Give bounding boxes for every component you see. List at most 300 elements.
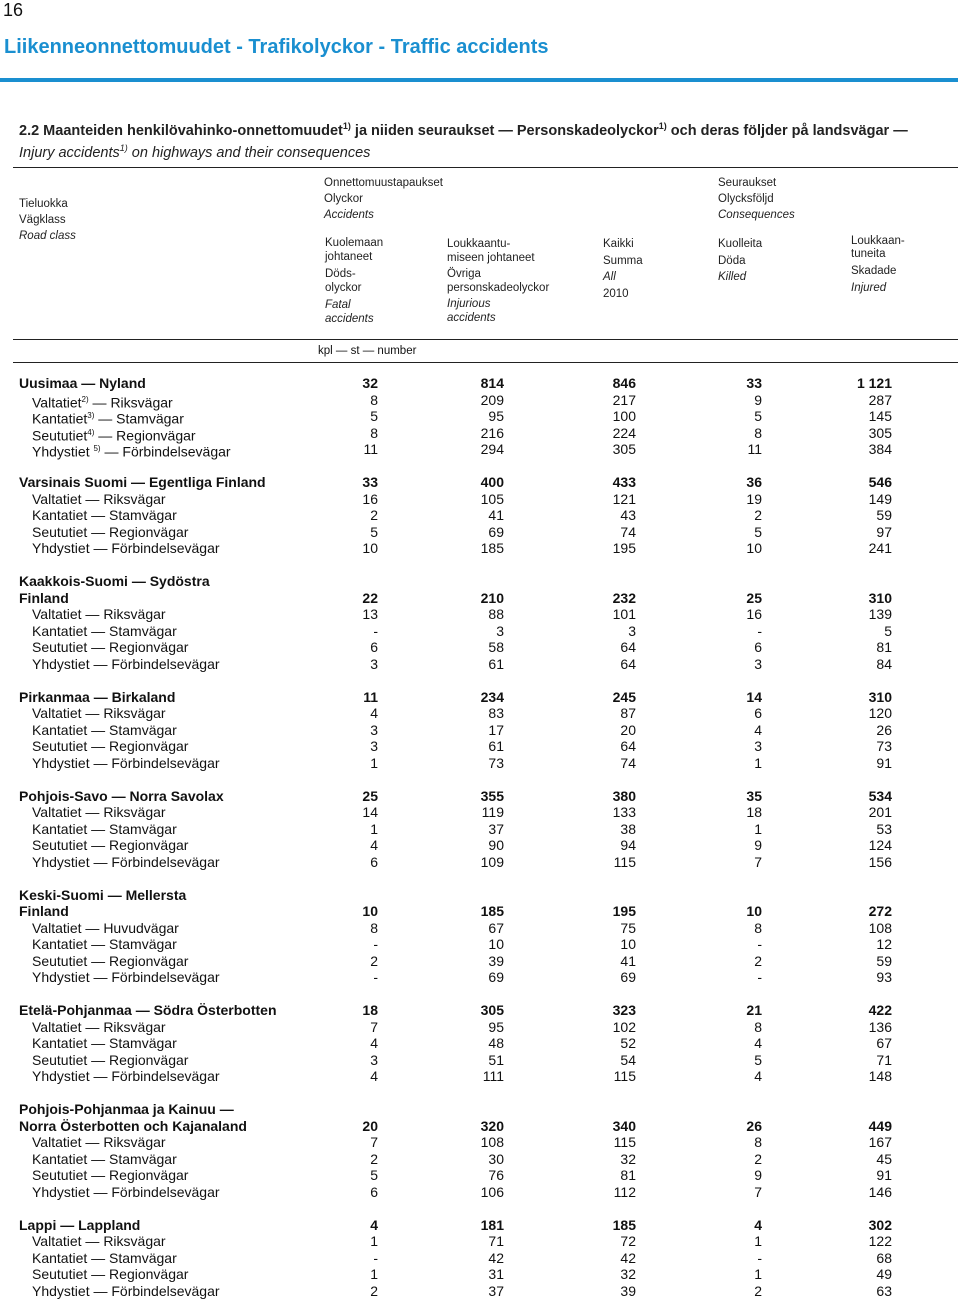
road-class-row: [0, 408, 960, 425]
cell-value: 6: [370, 639, 378, 655]
road-class-row: [0, 1233, 960, 1250]
road-class-row: [0, 837, 960, 854]
page-number: 16: [3, 0, 24, 20]
cell-value: 2: [370, 1282, 378, 1299]
cell-value: 310: [868, 688, 892, 705]
road-class-row: [0, 1035, 960, 1052]
region-group: [0, 1101, 960, 1200]
cell-value: -: [373, 1249, 378, 1266]
cell-value: 68: [876, 1249, 892, 1266]
cell-value: 10: [488, 936, 504, 952]
row-label: Pohjois-Savo — Norra Savolax: [19, 787, 224, 804]
header-text: olyckor: [325, 282, 362, 294]
cell-value: 5: [754, 408, 762, 424]
cell-value: 12: [876, 936, 892, 952]
cell-value: 67: [876, 1035, 892, 1051]
row-label: Kantatiet — Stamvägar: [32, 622, 177, 639]
region-row: [0, 474, 960, 491]
cell-value: 4: [370, 1068, 378, 1084]
cell-value: 195: [612, 540, 636, 556]
road-class-row: [0, 1250, 960, 1267]
title-en: Injury accidents: [19, 144, 120, 161]
header-fatal: [325, 236, 383, 326]
row-label: Yhdystiet — Förbindelsevägar: [32, 1282, 220, 1299]
cell-value: 54: [620, 1051, 636, 1068]
header-top-rule: [13, 167, 958, 168]
cell-value: 26: [876, 721, 892, 738]
cell-value: 310: [868, 589, 892, 606]
cell-value: 22: [362, 589, 378, 606]
cell-value: 814: [480, 375, 504, 391]
region-row: [0, 1217, 960, 1234]
cell-value: 75: [620, 919, 636, 936]
cell-value: 4: [370, 705, 378, 721]
cell-value: 5: [754, 1051, 762, 1068]
cell-value: 67: [488, 919, 504, 936]
cell-value: 4: [370, 1216, 378, 1233]
region-row: [0, 689, 960, 706]
cell-value: 380: [612, 787, 636, 804]
cell-value: 2: [370, 1150, 378, 1167]
cell-value: 41: [620, 952, 636, 969]
row-label: Valtatiet$^{2)}$ — Riksvägar: [32, 394, 173, 411]
road-class-row: [0, 722, 960, 739]
road-class-row: [0, 1134, 960, 1151]
footnote-mark: 4): [87, 427, 95, 437]
road-class-row: [0, 953, 960, 970]
cell-value: 101: [612, 606, 636, 622]
cell-value: 115: [613, 853, 636, 870]
row-label: Lappi — Lappland: [19, 1216, 141, 1233]
cell-value: 39: [620, 1282, 636, 1299]
road-class-row: [0, 425, 960, 442]
cell-value: 294: [480, 441, 504, 457]
cell-value: 122: [868, 1233, 892, 1249]
header-text: Övriga: [447, 268, 481, 280]
header-text: Döds-: [325, 268, 356, 280]
cell-value: 4: [370, 837, 378, 853]
road-class-row: [0, 936, 960, 953]
cell-value: 112: [613, 1183, 636, 1200]
cell-value: 120: [868, 705, 892, 721]
cell-value: 384: [868, 441, 892, 457]
cell-value: 136: [868, 1018, 892, 1035]
region-group: [0, 1002, 960, 1085]
row-label: Valtatiet — Huvudvägar: [32, 919, 179, 936]
cell-value: 5: [754, 523, 762, 540]
row-label: Finland: [19, 589, 69, 606]
cell-value: -: [373, 936, 378, 952]
cell-value: 6: [754, 705, 762, 721]
header-road-class: [19, 196, 76, 244]
road-class-row: [0, 804, 960, 821]
road-class-row: [0, 854, 960, 871]
row-label: Varsinais Suomi — Egentliga Finland: [19, 474, 266, 490]
row-label: Finland: [19, 903, 69, 919]
cell-value: 181: [480, 1216, 504, 1233]
cell-value: 95: [488, 1018, 504, 1035]
region-group: [0, 474, 960, 557]
row-label: Yhdystiet — Förbindelsevägar: [32, 1068, 220, 1084]
header-text: Olyckor: [324, 193, 363, 205]
road-class-row: [0, 1068, 960, 1085]
region-row: [0, 887, 960, 904]
road-class-row: [0, 1184, 960, 1201]
cell-value: 195: [612, 903, 636, 919]
row-label: Yhdystiet — Förbindelsevägar: [32, 754, 220, 771]
region-group: [0, 689, 960, 772]
cell-value: 4: [754, 721, 762, 738]
cell-value: 61: [488, 738, 504, 754]
row-label: Seututiet — Regionvägar: [32, 1167, 189, 1183]
cell-value: 74: [620, 523, 636, 540]
cell-value: 74: [620, 754, 636, 771]
cell-value: 14: [746, 688, 762, 705]
header-text: Road class: [19, 230, 76, 242]
road-class-row: [0, 1266, 960, 1283]
row-label: Yhdystiet — Förbindelsevägar: [32, 853, 220, 870]
road-class-row: [0, 507, 960, 524]
cell-value: 87: [620, 705, 636, 721]
cell-value: 95: [488, 408, 504, 424]
cell-value: 4: [754, 1035, 762, 1051]
cell-value: 1: [754, 1266, 762, 1282]
cell-value: 7: [754, 853, 762, 870]
region-row: [0, 590, 960, 607]
cell-value: 7: [370, 1134, 378, 1150]
cell-value: 1: [754, 754, 762, 771]
header-text: tuneita: [851, 248, 886, 260]
cell-value: 73: [876, 738, 892, 754]
cell-value: 36: [746, 474, 762, 490]
cell-value: 52: [620, 1035, 636, 1051]
cell-value: 37: [488, 1282, 504, 1299]
row-label: Kantatiet — Stamvägar: [32, 1150, 177, 1167]
row-label: Kantatiet — Stamvägar: [32, 1249, 177, 1266]
header-text: Onnettomuustapaukset: [324, 177, 443, 189]
cell-value: 42: [488, 1249, 504, 1266]
region-row: [0, 573, 960, 590]
cell-value: 73: [488, 754, 504, 771]
cell-value: 5: [370, 523, 378, 540]
road-class-row: [0, 441, 960, 458]
header-text: Seuraukset: [718, 177, 777, 189]
cell-value: 8: [370, 919, 378, 936]
cell-value: 534: [868, 787, 892, 804]
cell-value: 32: [620, 1150, 636, 1167]
cell-value: 145: [868, 408, 892, 424]
cell-value: 148: [868, 1068, 892, 1084]
cell-value: 305: [868, 424, 892, 441]
table-body: [0, 375, 960, 1316]
cell-value: -: [373, 969, 378, 985]
cell-value: 71: [488, 1233, 504, 1249]
header-injured: [851, 235, 905, 295]
row-label: Seututiet — Regionvägar: [32, 639, 189, 655]
cell-value: 209: [480, 391, 504, 408]
road-class-row: [0, 639, 960, 656]
cell-value: 8: [370, 424, 378, 441]
cell-value: 305: [612, 441, 636, 457]
row-label: Yhdystiet — Förbindelsevägar: [32, 655, 220, 672]
road-class-row: [0, 1019, 960, 1036]
row-label: Seututiet — Regionvägar: [32, 952, 189, 969]
road-class-row: [0, 738, 960, 755]
cell-value: 272: [868, 903, 892, 919]
row-label: Seututiet — Regionvägar: [32, 1051, 189, 1068]
header-text: Killed: [718, 271, 747, 283]
row-label: Valtatiet — Riksvägar: [32, 705, 166, 721]
header-text: Vägklass: [19, 214, 66, 226]
cell-value: 7: [754, 1183, 762, 1200]
cell-value: 41: [488, 507, 504, 523]
region-group: [0, 375, 960, 458]
header-text: Consequences: [718, 209, 795, 221]
region-row: [0, 375, 960, 392]
cell-value: 2: [754, 507, 762, 523]
road-class-row: [0, 606, 960, 623]
cell-value: 287: [868, 391, 892, 408]
row-label: Seututiet — Regionvägar: [32, 837, 189, 853]
header-text: accidents: [325, 313, 374, 325]
cell-value: 320: [480, 1117, 504, 1134]
cell-value: 210: [480, 589, 504, 606]
cell-value: 45: [876, 1150, 892, 1167]
header-text: Injured: [851, 282, 887, 294]
header-all: [603, 236, 643, 302]
row-label: Kantatiet — Stamvägar: [32, 507, 177, 523]
row-label: Valtatiet — Riksvägar: [32, 606, 166, 622]
cell-value: 84: [876, 655, 892, 672]
cell-value: 1: [370, 820, 378, 837]
cell-value: 105: [480, 490, 504, 507]
region-row: [0, 788, 960, 805]
cell-value: 17: [488, 721, 504, 738]
row-label: Valtatiet — Riksvägar: [32, 1018, 166, 1035]
cell-value: 91: [876, 754, 892, 771]
cell-value: 59: [876, 507, 892, 523]
cell-value: 102: [612, 1018, 636, 1035]
header-text: All: [603, 271, 616, 283]
cell-value: 18: [746, 804, 762, 820]
cell-value: 90: [488, 837, 504, 853]
cell-value: 21: [746, 1002, 762, 1018]
cell-value: 5: [370, 1167, 378, 1183]
cell-value: 8: [754, 919, 762, 936]
header-bottom-rule: [13, 362, 958, 363]
cell-value: 1: [370, 1266, 378, 1282]
cell-value: 201: [868, 804, 892, 820]
cell-value: 91: [876, 1167, 892, 1183]
cell-value: 69: [488, 969, 504, 985]
road-class-row: [0, 392, 960, 409]
cell-value: 16: [362, 490, 378, 507]
header-text: Loukkaantu-: [447, 238, 511, 250]
cell-value: 846: [612, 375, 636, 391]
cell-value: 355: [480, 787, 504, 804]
cell-value: 449: [868, 1117, 892, 1134]
cell-value: 30: [488, 1150, 504, 1167]
cell-value: 305: [480, 1002, 504, 1018]
cell-value: 42: [620, 1249, 636, 1266]
cell-value: 32: [362, 375, 378, 391]
cell-value: 232: [612, 589, 636, 606]
road-class-row: [0, 1167, 960, 1184]
row-label: Norra Österbotten och Kajanaland: [19, 1117, 247, 1134]
cell-value: 241: [868, 540, 892, 556]
cell-value: 109: [480, 853, 504, 870]
table-title: [19, 118, 919, 162]
title-sv: ja niiden seuraukset — Personskadeolyckor: [350, 122, 659, 139]
cell-value: 81: [620, 1167, 636, 1183]
cell-value: 13: [362, 606, 378, 622]
cell-value: 93: [876, 969, 892, 985]
cell-value: 39: [488, 952, 504, 969]
footnote-mark: 3): [87, 411, 95, 420]
cell-value: 9: [754, 837, 762, 853]
section-banner: Liikenneonnettomuudet - Trafikolyckor - Traffic accidents: [4, 36, 549, 58]
road-class-row: [0, 1151, 960, 1168]
road-class-row: [0, 920, 960, 937]
region-row: [0, 1002, 960, 1019]
cell-value: 8: [754, 1134, 762, 1150]
cell-value: -: [757, 1249, 762, 1266]
road-class-row: [0, 969, 960, 986]
cell-value: 97: [876, 523, 892, 540]
header-text: Kaikki: [603, 238, 634, 250]
cell-value: 3: [370, 1051, 378, 1068]
road-class-row: [0, 755, 960, 772]
region-row: [0, 903, 960, 920]
cell-value: 119: [481, 804, 504, 820]
cell-value: 1: [754, 1233, 762, 1249]
cell-value: 185: [480, 540, 504, 556]
cell-value: 3: [370, 655, 378, 672]
road-class-row: [0, 705, 960, 722]
cell-value: 35: [746, 787, 762, 804]
cell-value: 83: [488, 705, 504, 721]
header-text: miseen johtaneet: [447, 252, 535, 264]
region-row: [0, 1118, 960, 1135]
cell-value: 2: [370, 507, 378, 523]
cell-value: 43: [620, 507, 636, 523]
cell-value: 11: [363, 441, 378, 457]
cell-value: 111: [482, 1068, 504, 1084]
cell-value: 133: [612, 804, 636, 820]
cell-value: 121: [612, 490, 636, 507]
cell-value: 6: [754, 639, 762, 655]
cell-value: 156: [868, 853, 892, 870]
cell-value: 10: [362, 540, 378, 556]
header-text: 2010: [603, 287, 629, 300]
header-text: Injurious: [447, 298, 491, 310]
title-footnote-mark: 1): [342, 121, 351, 131]
cell-value: 146: [868, 1183, 892, 1200]
cell-value: 115: [613, 1068, 636, 1084]
cell-value: 185: [612, 1216, 636, 1233]
header-text: johtaneet: [325, 251, 373, 263]
cell-value: 400: [480, 474, 504, 490]
header-accidents-group: [324, 175, 443, 223]
cell-value: 37: [488, 820, 504, 837]
row-label: Kantatiet$^{3)}$ — Stamvägar: [32, 410, 184, 427]
row-label: Uusimaa — Nyland: [19, 375, 146, 391]
cell-value: 433: [612, 474, 636, 490]
cell-value: 245: [612, 688, 636, 705]
row-label: Kantatiet — Stamvägar: [32, 1035, 177, 1051]
cell-value: 1: [754, 820, 762, 837]
cell-value: 4: [370, 1035, 378, 1051]
cell-value: 64: [620, 639, 636, 655]
cell-value: 108: [480, 1134, 504, 1150]
cell-value: 6: [370, 853, 378, 870]
cell-value: 3: [370, 738, 378, 754]
cell-value: 2: [754, 1282, 762, 1299]
cell-value: 115: [613, 1134, 636, 1150]
cell-value: 2: [754, 952, 762, 969]
cell-value: 32: [620, 1266, 636, 1282]
cell-value: 216: [480, 424, 504, 441]
cell-value: 422: [868, 1002, 892, 1018]
road-class-row: [0, 623, 960, 640]
cell-value: -: [373, 622, 378, 639]
row-label: Seututiet$^{4)}$ — Regionvägar: [32, 427, 196, 444]
title-footnote-mark: 1): [119, 142, 128, 153]
title-en-cont: on highways and their consequences: [127, 144, 371, 161]
cell-value: -: [757, 969, 762, 985]
cell-value: 3: [754, 738, 762, 754]
cell-value: 8: [370, 391, 378, 408]
cell-value: 185: [480, 903, 504, 919]
cell-value: -: [757, 622, 762, 639]
cell-value: 20: [620, 721, 636, 738]
row-label: Yhdystiet — Förbindelsevägar: [32, 540, 220, 556]
cell-value: 3: [754, 655, 762, 672]
cell-value: 14: [362, 804, 378, 820]
title-fi: 2.2 Maanteiden henkilövahinko-onnettomuudet: [19, 122, 343, 139]
header-consequences-group: [718, 175, 795, 223]
cell-value: 5: [884, 622, 892, 639]
header-text: Döda: [718, 254, 746, 267]
cell-value: 6: [370, 1183, 378, 1200]
banner-rule: [0, 78, 958, 82]
cell-value: 19: [746, 490, 762, 507]
cell-value: 217: [612, 391, 636, 408]
cell-value: 3: [496, 622, 504, 639]
cell-value: 2: [754, 1150, 762, 1167]
road-class-row: [0, 524, 960, 541]
cell-value: 106: [480, 1183, 504, 1200]
cell-value: 11: [747, 441, 762, 457]
row-label: Valtatiet — Riksvägar: [32, 490, 166, 507]
row-label: Etelä-Pohjanmaa — Södra Österbotten: [19, 1002, 277, 1018]
region-group: [0, 788, 960, 871]
cell-value: 48: [488, 1035, 504, 1051]
header-text: accidents: [447, 312, 496, 324]
row-label: Valtatiet — Riksvägar: [32, 804, 166, 820]
cell-value: 59: [876, 952, 892, 969]
cell-value: 61: [488, 655, 504, 672]
region-group: [0, 573, 960, 672]
cell-value: 25: [746, 589, 762, 606]
row-label: Kantatiet — Stamvägar: [32, 936, 177, 952]
row-label: Keski-Suomi — Mellersta: [19, 886, 187, 903]
cell-value: 302: [868, 1216, 892, 1233]
cell-value: 139: [868, 606, 892, 622]
header-text: Fatal: [325, 299, 351, 311]
row-label: Kantatiet — Stamvägar: [32, 820, 177, 837]
cell-value: 3: [370, 721, 378, 738]
